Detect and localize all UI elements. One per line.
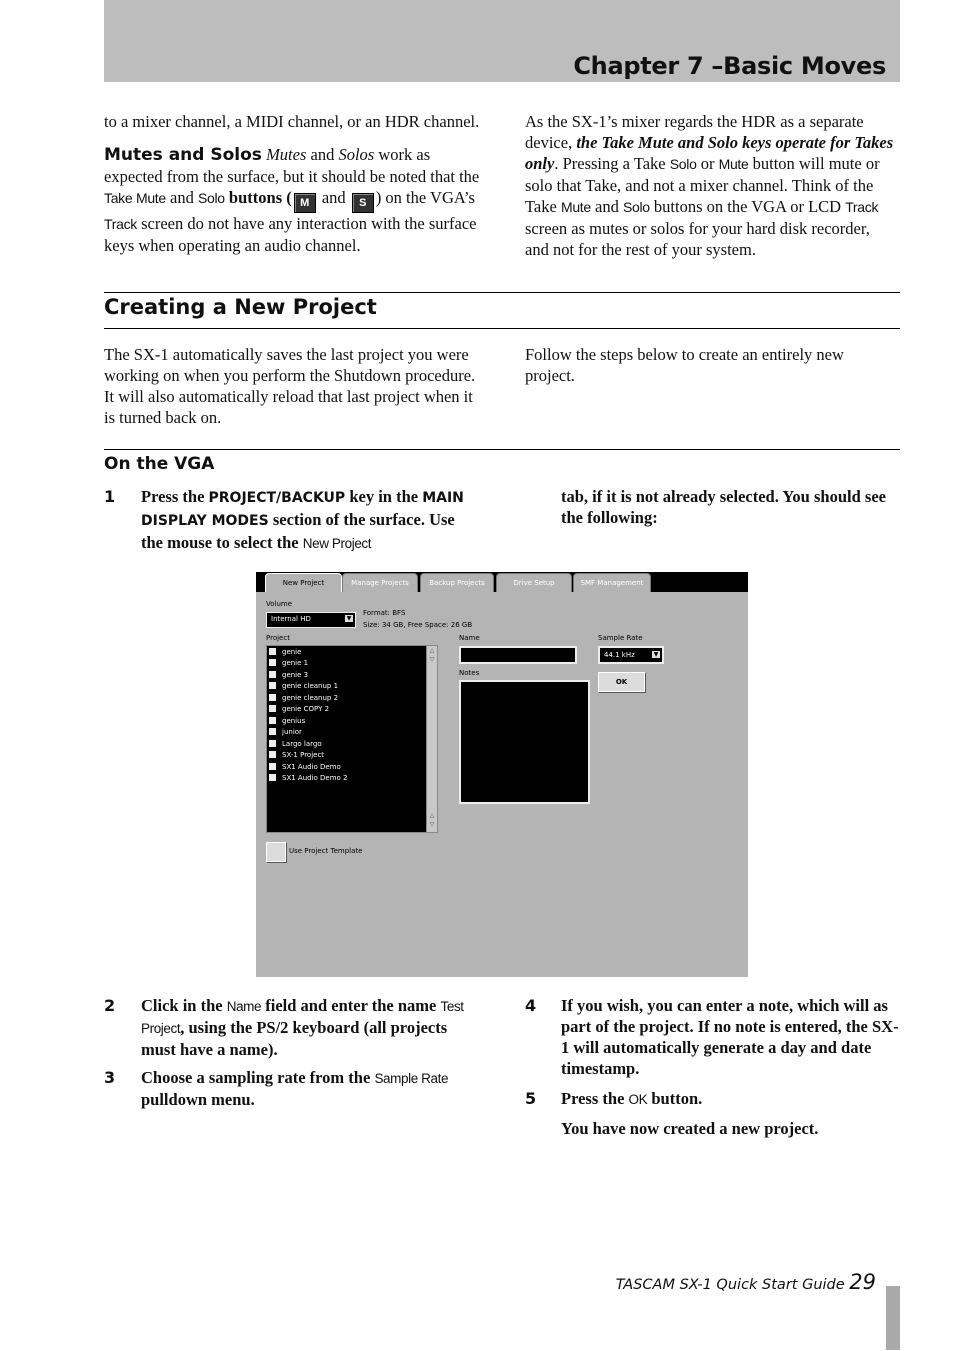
track-term: Track (104, 216, 137, 232)
folder-icon (269, 682, 276, 689)
footer (616, 1270, 876, 1294)
folder-icon (269, 751, 276, 758)
list-item[interactable] (269, 658, 308, 669)
section-right-text: Follow the steps below to create an entirely new project. (525, 345, 844, 385)
project-name: Largo largo (282, 740, 322, 748)
name-label: Name (459, 634, 480, 642)
step-2-text (141, 995, 481, 1060)
project-name: SX1 Audio Demo (282, 763, 341, 771)
name-input[interactable] (459, 646, 577, 664)
step-1-text-right: tab, if it is not already selected. You should see the following: (561, 487, 886, 527)
ok-button[interactable]: OK (598, 672, 645, 692)
emphasis-text: the Take Mute and Solo keys operate for Takes only (525, 133, 894, 173)
scroll-down-icon[interactable]: ▽ (429, 656, 435, 663)
text: button will mute or solo that Take, and not a mixer channel. Think of the Take (525, 154, 880, 216)
mutes-italic: Mutes (266, 145, 307, 164)
list-item[interactable] (269, 670, 308, 681)
folder-icon (269, 648, 276, 655)
text: button. (647, 1089, 703, 1108)
step-number: 5 (525, 1089, 537, 1108)
list-item[interactable] (269, 750, 324, 761)
text: field and enter the name (261, 996, 441, 1015)
folder-icon (269, 717, 276, 724)
volume-label: Volume (266, 600, 293, 608)
guide-title: TASCAM SX-1 Quick Start Guide (615, 1277, 850, 1293)
folder-icon (269, 659, 276, 666)
size-line: Size: 34 GB, Free Space: 26 GB (363, 621, 473, 629)
new-project-screenshot (256, 572, 748, 977)
project-name: junior (282, 728, 302, 736)
solos-italic: Solos (338, 145, 375, 164)
text: screen do not have any interaction with the surface keys when operating an audio channel. (104, 214, 477, 255)
subsection-heading: On the VGA (104, 454, 215, 474)
step-4-text: If you wish, you can enter a note, which will as part of the project. If no note is entered, the SX-1 will automatically generate a day and date timestamp. (561, 996, 899, 1078)
text: and (165, 188, 198, 207)
folder-icon (269, 705, 276, 712)
text: pulldown menu. (141, 1090, 255, 1109)
intro-right-column (525, 111, 897, 260)
project-list-scrollbar[interactable] (426, 646, 437, 832)
step-1-text-left (141, 486, 471, 554)
step-number: 2 (104, 996, 116, 1015)
project-name: genius (282, 717, 306, 725)
field-name: Sample Rate (374, 1071, 449, 1086)
tab-bar (256, 572, 748, 592)
scroll-up-icon[interactable]: △ (429, 812, 435, 819)
chevron-down-icon: ▼ (653, 651, 659, 658)
step-5-result: You have now created a new project. (561, 1119, 819, 1138)
list-item[interactable] (269, 773, 348, 784)
chevron-down-icon: ▼ (346, 615, 352, 622)
list-item[interactable] (269, 762, 341, 773)
tab-smf-management[interactable]: SMF Management (573, 573, 651, 592)
list-item[interactable] (269, 647, 301, 658)
use-template-label: Use Project Template (289, 847, 363, 855)
intro-left-p1: to a mixer channel, a MIDI channel, or an HDR channel. (104, 112, 480, 131)
project-name: genie cleanup 1 (282, 682, 339, 690)
text: screen as mutes or solos for your hard disk recorder, and not for the rest of your system. (525, 219, 870, 259)
tab-drive-setup[interactable]: Drive Setup (496, 573, 572, 592)
side-thumb-tab (886, 1286, 900, 1350)
sample-rate-label: Sample Rate (598, 634, 643, 642)
text: and (306, 145, 339, 164)
folder-icon (269, 671, 276, 678)
take-mute-term: Take Mute (104, 190, 166, 206)
runin-heading: Mutes and Solos (104, 145, 262, 165)
folder-icon (269, 763, 276, 770)
list-item[interactable] (269, 739, 322, 750)
key-name: PROJECT/BACKUP (208, 490, 346, 506)
project-name: genie (282, 648, 302, 656)
text: work as expected from the surface, but it should be noted that the (104, 145, 480, 186)
list-item[interactable] (269, 681, 338, 692)
intro-left-column (104, 111, 480, 256)
notes-textarea[interactable] (459, 680, 590, 804)
button-name: OK (628, 1092, 648, 1107)
step-number: 3 (104, 1068, 116, 1087)
solo-button-icon: S (352, 193, 374, 213)
project-name: genie COPY 2 (282, 705, 330, 713)
header-band (104, 0, 900, 82)
text: section of the surface. Use the mouse to select the (141, 510, 455, 552)
field-name: Name (226, 999, 262, 1014)
text: Choose a sampling rate from the (141, 1068, 375, 1087)
text: Press the (561, 1089, 629, 1108)
tab-backup-projects[interactable]: Backup Projects (420, 573, 494, 592)
use-template-checkbox[interactable] (266, 842, 286, 862)
folder-icon (269, 694, 276, 701)
tab-name: New Project (302, 536, 372, 551)
track-term: Track (845, 199, 879, 215)
text: buttons ( (224, 188, 292, 207)
tab-manage-projects[interactable]: Manage Projects (342, 573, 418, 592)
project-name: SX1 Audio Demo 2 (282, 774, 348, 782)
section-heading: Creating a New Project (104, 295, 377, 319)
text: As the SX-1’s mixer regards the HDR as a separate device, (525, 112, 864, 152)
solo-term: Solo (622, 199, 650, 215)
step-number: 1 (104, 487, 116, 506)
text: Press the (141, 487, 209, 506)
step-number: 4 (525, 996, 537, 1015)
text: ) on the VGA’s (375, 188, 475, 207)
sample-rate-dropdown[interactable] (598, 646, 664, 664)
volume-value: Internal HD (271, 615, 311, 623)
chapter-title: Chapter 7 –Basic Moves (573, 52, 886, 80)
mutes-solos-paragraph (104, 144, 480, 256)
mute-term: Mute (718, 156, 749, 172)
text: and (590, 197, 623, 216)
project-name: genie cleanup 2 (282, 694, 339, 702)
notes-label: Notes (459, 669, 480, 677)
text: . Pressing a Take (554, 154, 670, 173)
tab-new-project[interactable]: New Project (265, 573, 342, 592)
folder-icon (269, 728, 276, 735)
list-item[interactable] (269, 704, 329, 715)
section-left-text: The SX-1 automatically saves the last project you were working on when you perform the Shutdown procedure. It will also automatically reload that last project when it is turned back on. (104, 345, 476, 427)
text: , using the PS/2 keyboard (all projects must have a name). (141, 1018, 448, 1059)
solo-term: Solo (197, 190, 225, 206)
solo-term: Solo (669, 156, 697, 172)
scroll-down-icon[interactable]: ▽ (429, 821, 435, 828)
section-rule-top (104, 292, 900, 293)
mute-term: Mute (560, 199, 591, 215)
step-3-text (141, 1067, 481, 1110)
step-5-text (561, 1088, 899, 1110)
sample-rate-value: 44.1 kHz (604, 651, 635, 659)
key-name: MAIN DISPLAY MODES (141, 490, 464, 529)
scroll-up-icon[interactable]: △ (429, 647, 435, 654)
project-list[interactable] (266, 645, 438, 833)
mute-button-icon: M (294, 193, 316, 213)
folder-icon (269, 774, 276, 781)
text: Click in the (141, 996, 227, 1015)
project-name: genie 3 (282, 671, 309, 679)
text: key in the (345, 487, 423, 506)
text: or (696, 154, 719, 173)
list-item[interactable] (269, 693, 338, 704)
list-item[interactable] (269, 716, 305, 727)
example-name: Test Project (141, 999, 464, 1036)
list-item[interactable] (269, 727, 302, 738)
subsection-rule (104, 449, 900, 450)
page-number: 29 (849, 1270, 876, 1294)
format-line: Format: BFS (363, 609, 406, 617)
folder-icon (269, 740, 276, 747)
text: buttons on the VGA or LCD (649, 197, 846, 216)
project-label: Project (266, 634, 290, 642)
section-rule-bottom (104, 328, 900, 329)
text: and (317, 188, 350, 207)
volume-dropdown[interactable] (266, 612, 356, 628)
project-name: genie 1 (282, 659, 309, 667)
project-name: SX-1 Project (282, 751, 325, 759)
